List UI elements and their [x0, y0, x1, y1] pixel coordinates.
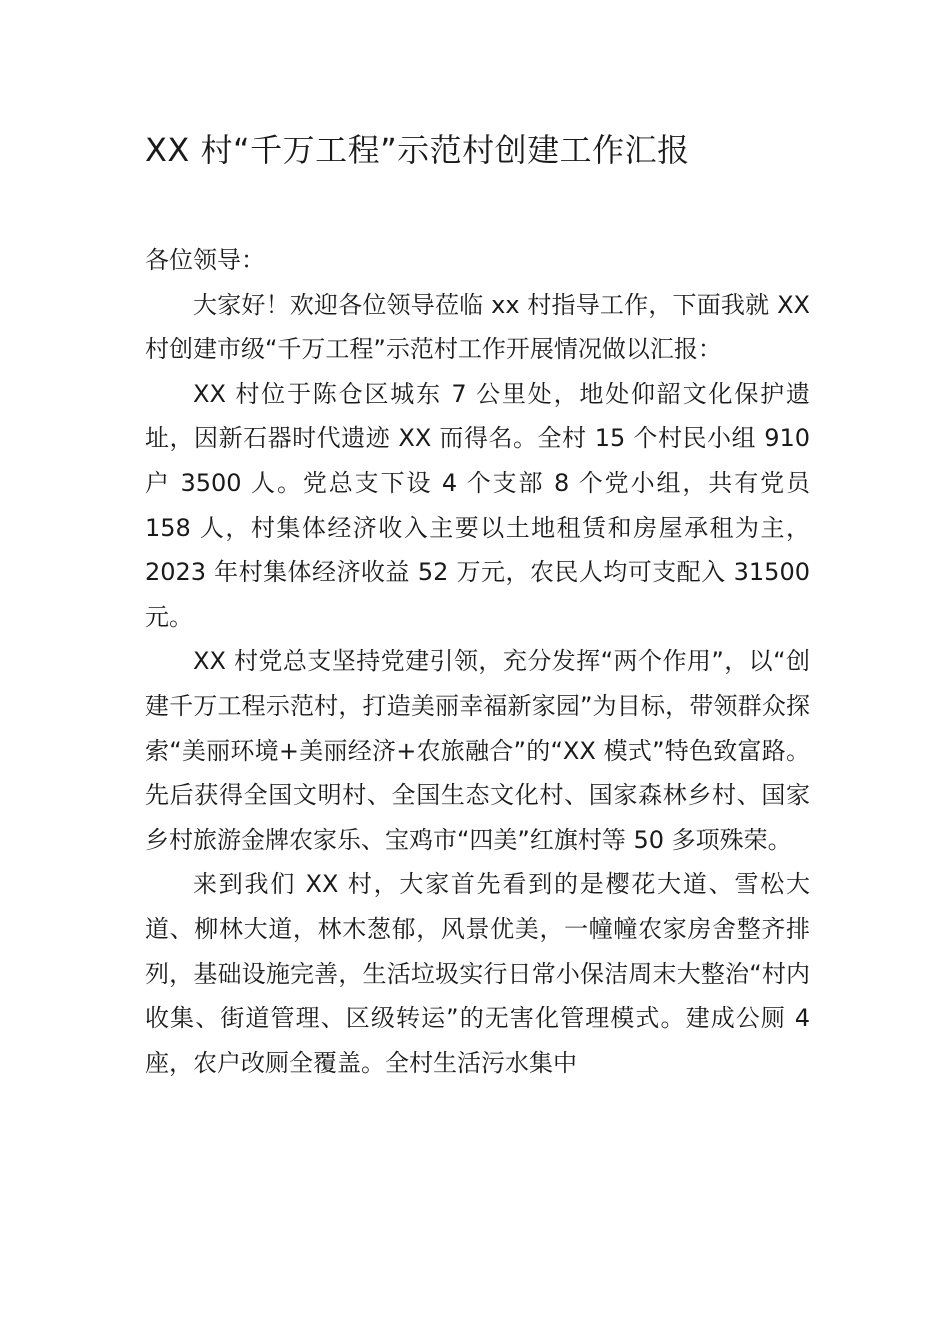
paragraph-party-leadership: XX 村党总支坚持党建引领，充分发挥“两个作用”，以“创建千万工程示范村，打造美丽幸福新家园”为目标，带领群众探索“美丽环境+美丽经济+农旅融合”的“XX 模式”特色致富路。先后获得全国文明村、全国生态文化村、国家森林乡村、国家乡村旅游金牌农家乐、宝鸡市“四美”红旗村等 50 多项殊荣。 — [145, 647, 810, 854]
document-title: XX 村“千万工程”示范村创建工作汇报 — [145, 131, 690, 169]
document-body — [145, 238, 810, 1085]
paragraph-village-overview: XX 村位于陈仓区城东 7 公里处，地处仰韶文化保护遗址，因新石器时代遗迹 XX 而得名。全村 15 个村民小组 910 户 3500 人。党总支下设 4 个支部 8 个党小组，共有党员 158 人，村集体经济收入主要以土地租赁和房屋承租为主，2023 年村集体经济收益 52 万元，农民人均可支配入 31500 元。 — [145, 379, 810, 631]
salutation: 各位领导： — [145, 246, 265, 274]
paragraph-environment: 来到我们 XX 村，大家首先看到的是樱花大道、雪松大道、柳林大道，林木葱郁，风景优美，一幢幢农家房舍整齐排列，基础设施完善，生活垃圾实行日常小保洁周末大整治“村内收集、街道管理、区级转运”的无害化管理模式。建成公厕 4 座，农户改厕全覆盖。全村生活污水集中 — [145, 870, 810, 1077]
paragraph-greeting: 大家好！欢迎各位领导莅临 xx 村指导工作，下面我就 XX 村创建市级“千万工程”示范村工作开展情况做以汇报： — [145, 290, 810, 364]
